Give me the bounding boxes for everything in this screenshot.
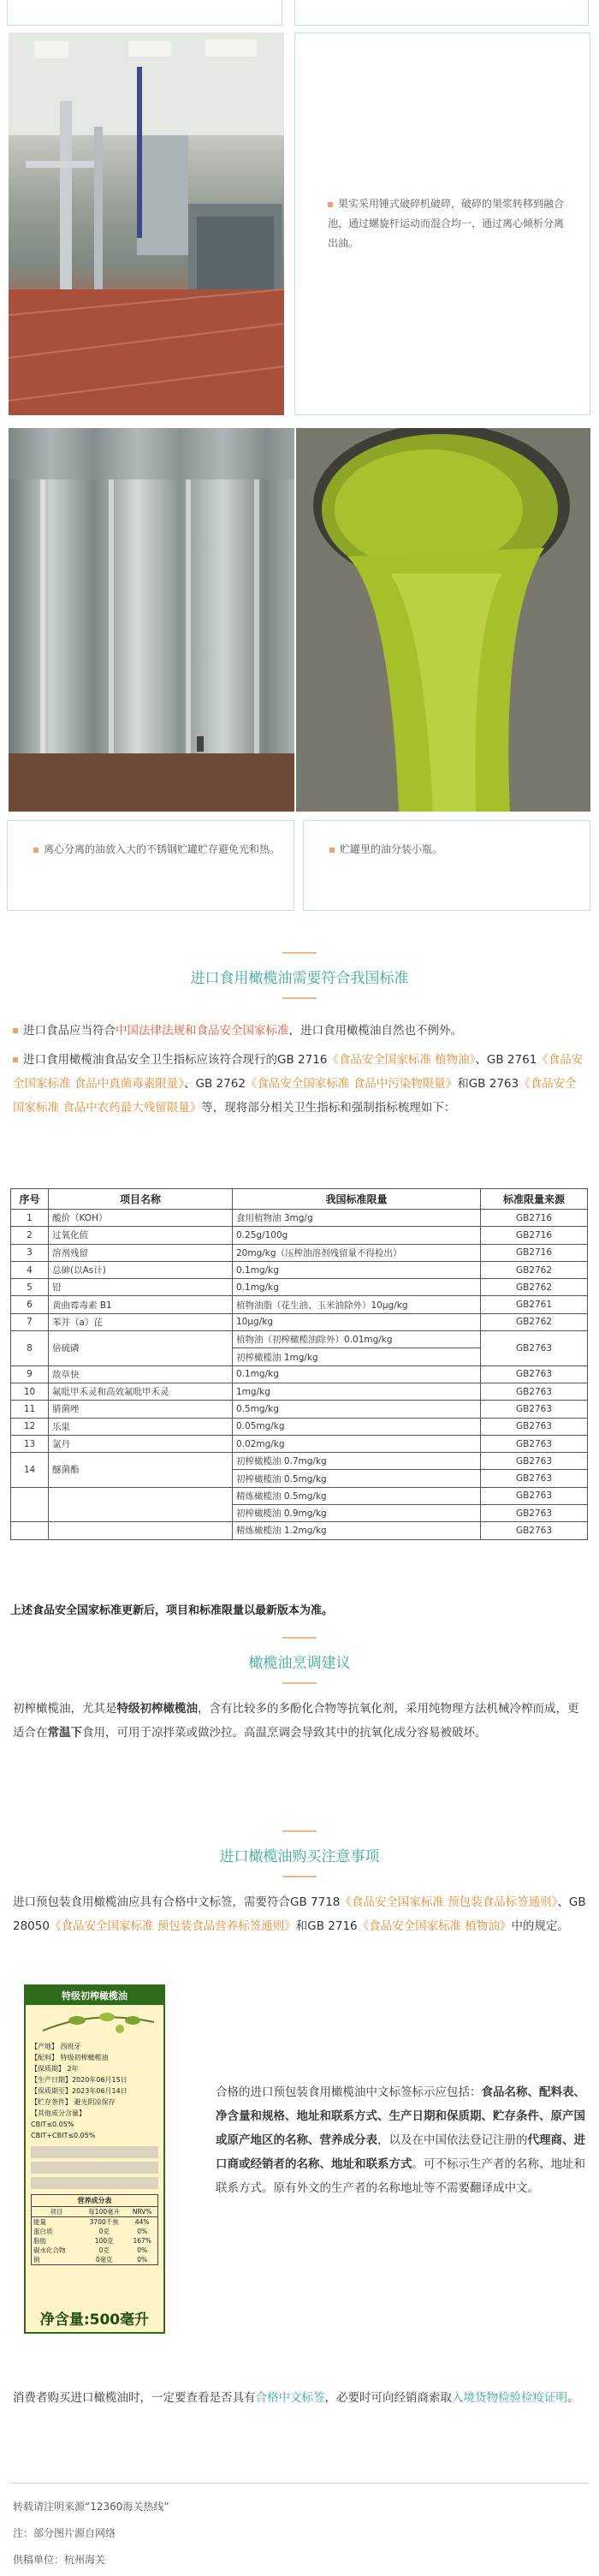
nutrition-header-cell: NRV% bbox=[127, 2207, 157, 2217]
nutrition-cell: 0克 bbox=[98, 2228, 110, 2235]
olive-oil-tank-photo bbox=[296, 428, 590, 812]
section-divider bbox=[282, 997, 317, 999]
caption-frame-3 bbox=[303, 820, 590, 911]
section-divider bbox=[282, 1876, 317, 1877]
cell-source: GB2762 bbox=[481, 1279, 588, 1296]
cell-item: 醚菌酯 bbox=[49, 1453, 233, 1488]
header-limit: 我国标准限量 bbox=[233, 1189, 481, 1210]
top-frame-left bbox=[7, 0, 282, 26]
cell-no: 2 bbox=[11, 1227, 49, 1244]
nutrition-row bbox=[32, 2217, 157, 2228]
cell-limit: 0.1mg/kg bbox=[233, 1365, 481, 1383]
nutrition-cell: 能量 bbox=[33, 2218, 46, 2226]
caption-bottling bbox=[329, 840, 578, 860]
standard-link: 《食品安全国家标准 预包装食品标签通则》 bbox=[340, 1895, 558, 1909]
nutrition-header-row bbox=[32, 2207, 157, 2217]
footer-divider bbox=[10, 2483, 589, 2484]
nutrition-row bbox=[32, 2227, 157, 2236]
table-row bbox=[11, 1365, 588, 1383]
text-segment: 初榨橄榄油，尤其是 bbox=[13, 1702, 117, 1716]
table-row bbox=[11, 1210, 588, 1227]
cell-item: 腈菌唑 bbox=[49, 1401, 233, 1418]
label-line: CBIT≤0.05% bbox=[31, 2121, 74, 2128]
highlight-text: 中国法律法规和食品安全国家标准 bbox=[116, 1024, 289, 1038]
table-row bbox=[11, 1435, 588, 1452]
header-item: 项目名称 bbox=[49, 1189, 233, 1210]
cell-source: GB2716 bbox=[481, 1244, 588, 1261]
standard-link: 《食品安全国家标准 食品中农药最大残留限量》 bbox=[13, 1077, 577, 1115]
standards-note: 上述食品安全国家标准更新后，项目和标准限量以最新版本为准。 bbox=[10, 1604, 334, 1617]
cell-limit: 初榨橄榄油 0.5mg/kg bbox=[233, 1470, 481, 1487]
table-row bbox=[11, 1331, 588, 1348]
top-frame-right bbox=[294, 0, 589, 26]
text-segment: 进口食用橄榄油食品安全卫生指标应该符合现行的GB 2716 bbox=[23, 1053, 328, 1067]
section-cooking-header bbox=[0, 1637, 599, 1684]
section-standards-body bbox=[13, 1019, 586, 1120]
cell-limit: 10μg/kg bbox=[233, 1313, 481, 1330]
cell-no: 12 bbox=[11, 1418, 49, 1435]
chinese-label-image bbox=[24, 1984, 165, 2334]
nutrition-header-cell: 项目 bbox=[32, 2207, 81, 2217]
section-divider bbox=[282, 952, 317, 954]
bold-text: 食品名称、配料表、净含量和规格、地址和联系方式、生产日期和保质期、贮存条件、原产国或原产地区的名称、营养成分表 bbox=[216, 2085, 585, 2147]
standard-link: 《食品安全国家标准 食品中污染物限量》 bbox=[245, 1077, 458, 1091]
bullet-icon bbox=[329, 848, 335, 853]
bullet-icon bbox=[33, 848, 39, 853]
section-divider bbox=[282, 1637, 317, 1639]
text-segment: 食用，可用于凉拌菜或做沙拉。高温烹调会导致其中的抗氧化成分容易被破坏。 bbox=[82, 1726, 487, 1740]
cell-item bbox=[49, 1487, 233, 1522]
cell-no: 6 bbox=[11, 1296, 49, 1313]
table-row bbox=[11, 1227, 588, 1244]
cell-no: 11 bbox=[11, 1401, 49, 1418]
cell-source: GB2763 bbox=[481, 1453, 588, 1470]
table-row bbox=[11, 1313, 588, 1330]
table-header-row bbox=[11, 1189, 588, 1210]
cell-source: GB2761 bbox=[481, 1296, 588, 1313]
nutrition-cell: 蛋白质 bbox=[33, 2228, 53, 2235]
table-row bbox=[11, 1418, 588, 1435]
section-divider bbox=[282, 1682, 317, 1684]
cell-limit: 1mg/kg bbox=[233, 1383, 481, 1400]
paragraph-import-requirement bbox=[13, 1019, 586, 1043]
section-divider bbox=[282, 1830, 317, 1832]
caption-storage-text: 离心分离的油放入大的不锈钢贮罐贮存避免光和热。 bbox=[44, 843, 281, 855]
cell-item: 溶剂残留 bbox=[49, 1244, 233, 1261]
section-buying-body bbox=[13, 1890, 586, 1938]
text-segment: 和GB 2716 bbox=[295, 1919, 358, 1933]
buying-advice bbox=[13, 2386, 586, 2410]
label-line: 【贮存条件】 避光阴凉保存 bbox=[31, 2098, 116, 2106]
text-segment: 、GB 28050 bbox=[13, 1895, 586, 1933]
table-row bbox=[11, 1244, 588, 1261]
highlight-text: 入境货物检验检疫证明 bbox=[452, 2391, 567, 2405]
label-line: 【产地】 西班牙 bbox=[31, 2043, 81, 2050]
text-segment: 、GB 2762 bbox=[184, 1077, 246, 1091]
cell-item: 苯并（a）芘 bbox=[49, 1313, 233, 1330]
cell-item bbox=[49, 1522, 233, 1539]
caption-frame-2 bbox=[7, 820, 294, 911]
standard-link: 《食品安全国家标准 植物油》 bbox=[357, 1919, 512, 1933]
standard-link: 《食品安全国家标准 预包装食品营养标签通则》 bbox=[49, 1919, 296, 1933]
caption-storage bbox=[33, 840, 282, 860]
cell-item: 倍硫磷 bbox=[49, 1331, 233, 1366]
cell-source: GB2763 bbox=[481, 1487, 588, 1504]
section-cooking-body bbox=[13, 1697, 586, 1745]
footer-contributor: 供稿单位：杭州海关 bbox=[13, 2554, 106, 2566]
steel-tanks-illustration bbox=[9, 428, 294, 812]
nutrition-cell: 0% bbox=[137, 2228, 148, 2235]
paragraph-buying-advice bbox=[13, 2386, 586, 2410]
paragraph-cooking bbox=[13, 1697, 586, 1745]
label-line: 【保质期】 2年 bbox=[31, 2065, 79, 2073]
label-line: CBIT+CBIT≤0.05% bbox=[31, 2132, 96, 2139]
cell-item: 黄曲霉毒素 B1 bbox=[49, 1296, 233, 1313]
cell-source: GB2763 bbox=[481, 1418, 588, 1435]
cell-limit: 初榨橄榄油 0.7mg/kg bbox=[233, 1453, 481, 1470]
text-segment: 合格的进口预包装食用橄榄油中文标签标示应包括： bbox=[216, 2085, 482, 2099]
cell-limit: 食用植物油 3mg/g bbox=[233, 1210, 481, 1227]
cell-limit: 0.1mg/kg bbox=[233, 1261, 481, 1278]
cell-source: GB2763 bbox=[481, 1435, 588, 1452]
cell-source: GB2763 bbox=[481, 1470, 588, 1487]
standard-link: 《食品安全国家标准 植物油》 bbox=[327, 1053, 476, 1067]
caption-bottling-text: 贮罐里的油分装小瓶。 bbox=[340, 843, 443, 855]
footer bbox=[0, 2483, 599, 2567]
cell-source: GB2716 bbox=[481, 1210, 588, 1227]
steel-tanks-photo bbox=[9, 428, 294, 812]
caption-crushing-text: 果实采用锤式破碎机破碎，破碎的果浆转移到融合池，通过螺旋杆运动而混合均一，通过离心倾析分离出油。 bbox=[328, 198, 565, 249]
bold-text: 常温下 bbox=[47, 1726, 82, 1740]
nutrition-cell: 0% bbox=[137, 2256, 148, 2264]
cell-item: 氟吡甲禾灵和高效氟吡甲禾灵 bbox=[49, 1383, 233, 1400]
cell-no: 1 bbox=[11, 1210, 49, 1227]
factory-photo bbox=[9, 33, 284, 415]
cell-no bbox=[11, 1487, 49, 1522]
text-segment: 进口预包装食用橄榄油应具有合格中文标签，需要符合GB 7718 bbox=[13, 1895, 341, 1909]
nutrition-grid bbox=[32, 2207, 157, 2264]
bold-text: 代理商、进口商或经销者的名称、地址和联系方式 bbox=[216, 2133, 585, 2171]
label-line: 【配料】 特级初榨橄榄油 bbox=[31, 2054, 109, 2061]
cell-item: 过氧化值 bbox=[49, 1227, 233, 1244]
nutrition-cell: 100克 bbox=[94, 2237, 114, 2245]
cell-item: 酸价（KOH） bbox=[49, 1210, 233, 1227]
cell-limit: 0.05mg/kg bbox=[233, 1418, 481, 1435]
table-row bbox=[11, 1296, 588, 1313]
nutrition-row bbox=[32, 2236, 157, 2246]
nutrition-cell: 3700千焦 bbox=[89, 2218, 119, 2226]
standards-table bbox=[10, 1188, 588, 1540]
cell-source: GB2763 bbox=[481, 1505, 588, 1522]
table-row bbox=[11, 1279, 588, 1296]
cell-source: GB2763 bbox=[481, 1383, 588, 1400]
factory-illustration bbox=[9, 33, 284, 415]
nutrition-cell: 碳水化合物 bbox=[33, 2246, 66, 2254]
paragraph-label-contents bbox=[216, 2080, 585, 2200]
cell-no: 5 bbox=[11, 1279, 49, 1296]
cell-limit: 0.5mg/kg bbox=[233, 1401, 481, 1418]
nutrition-cell: 0% bbox=[137, 2246, 148, 2254]
cell-limit: 精炼橄榄油 0.5mg/kg bbox=[233, 1487, 481, 1504]
nutrition-cell: 钠 bbox=[33, 2256, 40, 2264]
cell-no: 7 bbox=[11, 1313, 49, 1330]
cell-source: GB2763 bbox=[481, 1401, 588, 1418]
cell-limit: 植物油脂（花生油、玉米油除外）10μg/kg bbox=[233, 1296, 481, 1313]
header-no: 序号 bbox=[11, 1189, 49, 1210]
text-segment: 进口食品应当符合 bbox=[23, 1024, 116, 1038]
bullet-icon bbox=[13, 1057, 18, 1062]
section-buying-title: 进口橄榄油购买注意事项 bbox=[219, 1848, 380, 1865]
text-segment: 。可不标示生产者的名称、地址和联系方式。原有外文的生产者的名称地址等不需要翻译成中文。 bbox=[216, 2157, 585, 2195]
text-segment: 消费者购买进口橄榄油时，一定要查看是否具有 bbox=[13, 2391, 256, 2405]
section-buying-header bbox=[0, 1830, 599, 1877]
caption-crushing bbox=[328, 194, 569, 253]
nutrition-row bbox=[32, 2255, 157, 2264]
nutrition-table bbox=[31, 2194, 158, 2265]
cell-no: 13 bbox=[11, 1435, 49, 1452]
table-row bbox=[11, 1383, 588, 1400]
label-title: 特级初榨橄榄油 bbox=[26, 1986, 163, 2005]
text-segment: 和GB 2763 bbox=[457, 1077, 519, 1091]
cell-no bbox=[11, 1522, 49, 1539]
section-standards-header bbox=[0, 952, 599, 999]
label-line: 【其他成分含量】 bbox=[31, 2109, 86, 2117]
cell-no: 3 bbox=[11, 1244, 49, 1261]
blurred-area bbox=[31, 2162, 158, 2174]
nutrition-row bbox=[32, 2246, 157, 2255]
blurred-area bbox=[31, 2146, 158, 2158]
label-line: 【生产日期】2020年06月15日 bbox=[31, 2076, 128, 2084]
nutrition-title: 营养成分表 bbox=[32, 2195, 157, 2207]
cell-limit: 20mg/kg（压榨油溶剂残留量不得检出） bbox=[233, 1244, 481, 1261]
table-row bbox=[11, 1453, 588, 1470]
olive-branch-icon bbox=[26, 2005, 163, 2039]
cell-item: 总砷(以As计) bbox=[49, 1261, 233, 1278]
paragraph-label-standards bbox=[13, 1890, 586, 1938]
nutrition-cell: 0克 bbox=[98, 2246, 110, 2254]
cell-source: GB2716 bbox=[481, 1227, 588, 1244]
label-net-content: 净含量:500毫升 bbox=[39, 2311, 150, 2329]
nutrition-cell: 44% bbox=[134, 2218, 150, 2226]
cell-source: GB2763 bbox=[481, 1331, 588, 1366]
cell-item: 氯丹 bbox=[49, 1435, 233, 1452]
standards-table-wrap bbox=[10, 1188, 588, 1540]
nutrition-cell: 脂肪 bbox=[33, 2237, 46, 2245]
blurred-area bbox=[31, 2177, 158, 2189]
cell-limit: 0.25g/100g bbox=[233, 1227, 481, 1244]
text-segment: 、GB 2761 bbox=[475, 1053, 537, 1067]
cell-source: GB2762 bbox=[481, 1261, 588, 1278]
cell-item: 乐果 bbox=[49, 1418, 233, 1435]
cell-no: 4 bbox=[11, 1261, 49, 1278]
cell-source: GB2762 bbox=[481, 1313, 588, 1330]
paragraph-standards-list bbox=[13, 1048, 586, 1120]
nutrition-cell: 0毫克 bbox=[95, 2256, 113, 2264]
label-requirements bbox=[216, 2080, 585, 2200]
cell-limit: 初榨橄榄油 0.9mg/kg bbox=[233, 1505, 481, 1522]
cell-limit: 植物油（初榨橄榄油除外）0.01mg/kg bbox=[233, 1331, 481, 1348]
text-segment: ，进口食用橄榄油自然也不例外。 bbox=[288, 1024, 462, 1038]
section-standards-title: 进口食用橄榄油需要符合我国标准 bbox=[190, 970, 409, 987]
text-segment: ，必要时可向经销商索取 bbox=[324, 2391, 452, 2405]
footer-note: 注：部分图片源自网络 bbox=[13, 2527, 116, 2539]
cell-no: 8 bbox=[11, 1331, 49, 1366]
cell-source: GB2763 bbox=[481, 1522, 588, 1539]
cell-limit: 0.02mg/kg bbox=[233, 1435, 481, 1452]
bold-text: 特级初榨橄榄油 bbox=[116, 1702, 198, 1716]
text-segment: 。 bbox=[567, 2391, 579, 2405]
text-segment: ，以及在中国依法登记注册的 bbox=[377, 2133, 528, 2147]
table-row bbox=[11, 1401, 588, 1418]
highlight-text: 合格中文标签 bbox=[255, 2391, 325, 2405]
cell-item: 铅 bbox=[49, 1279, 233, 1296]
text-segment: ，含有比较多的多酚化合物等抗氧化剂，采用纯物理方法机械冷榨而成，更适合在 bbox=[13, 1702, 579, 1740]
label-info-lines bbox=[26, 2041, 163, 2141]
table-row bbox=[11, 1522, 588, 1539]
table-row bbox=[11, 1261, 588, 1278]
cell-limit: 精炼橄榄油 1.2mg/kg bbox=[233, 1522, 481, 1539]
text-segment: 等，现将部分相关卫生指标和强制指标梳理如下： bbox=[201, 1101, 456, 1115]
cell-item: 敌草快 bbox=[49, 1365, 233, 1383]
olive-oil-illustration bbox=[296, 428, 590, 812]
cell-source: GB2763 bbox=[481, 1365, 588, 1383]
cell-no: 9 bbox=[11, 1365, 49, 1383]
cell-no: 10 bbox=[11, 1383, 49, 1400]
nutrition-header-cell: 每100毫升 bbox=[81, 2207, 127, 2217]
text-segment: 中的规定。 bbox=[511, 1919, 569, 1933]
bullet-icon bbox=[328, 202, 333, 207]
nutrition-cell: 167% bbox=[133, 2237, 151, 2245]
table-row bbox=[11, 1487, 588, 1504]
section-cooking-title: 橄榄油烹调建议 bbox=[248, 1655, 351, 1672]
cell-limit: 0.1mg/kg bbox=[233, 1279, 481, 1296]
standard-link: 《食品安全国家标准 食品中真菌毒素限量》 bbox=[13, 1053, 584, 1091]
bullet-icon bbox=[13, 1028, 18, 1033]
label-line: 【保质期至】2023年06月14日 bbox=[31, 2087, 128, 2095]
cell-no: 14 bbox=[11, 1453, 49, 1488]
footer-source: 转载请注明来源“12360海关热线” bbox=[13, 2501, 169, 2513]
header-source: 标准限量来源 bbox=[481, 1189, 588, 1210]
caption-frame-1 bbox=[294, 33, 590, 415]
cell-limit: 初榨橄榄油 1mg/kg bbox=[233, 1348, 481, 1365]
